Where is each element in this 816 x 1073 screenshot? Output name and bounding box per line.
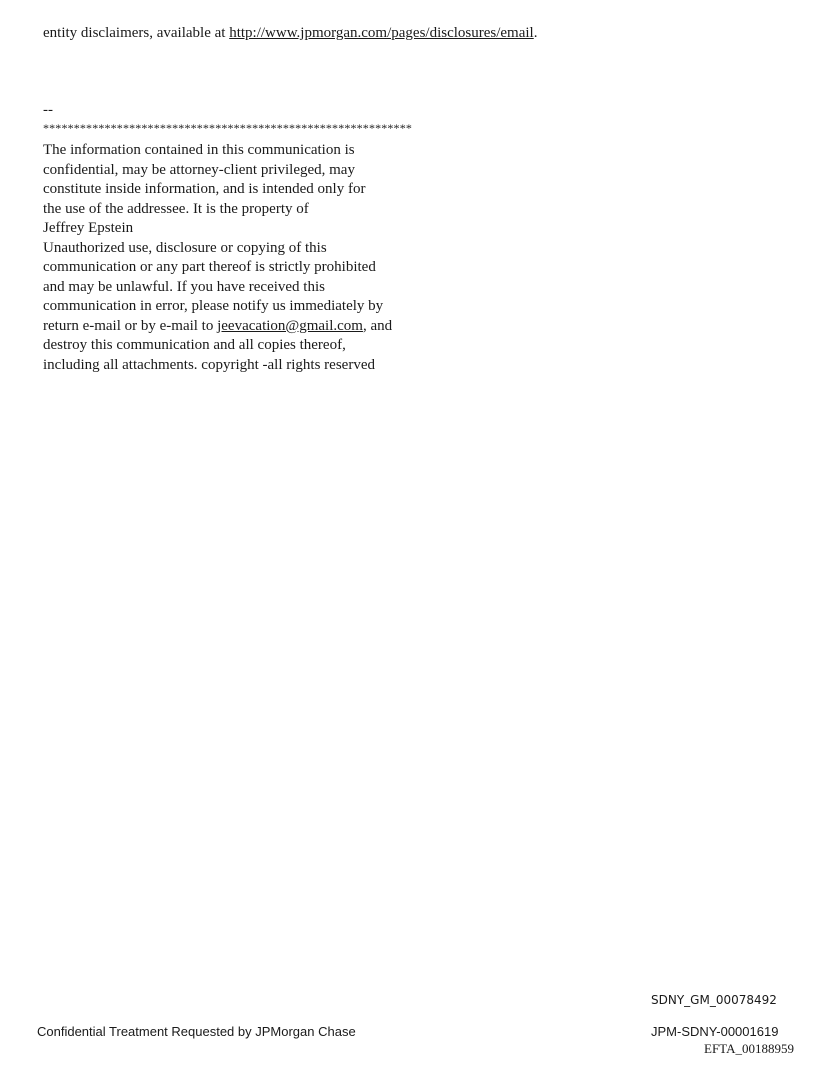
notice-line: and may be unlawful. If you have received this — [43, 278, 325, 295]
disclaimer-reference-line — [43, 24, 537, 44]
signature-separator: -- — [43, 102, 53, 118]
notice-line: communication or any part thereof is strictly prohibited — [43, 259, 376, 275]
notice-line: constitute inside information, and is intended only for — [43, 181, 366, 197]
email-line-prefix: return e-mail or by e-mail to — [43, 317, 218, 334]
bates-number-efta: EFTA_00188959 — [704, 1041, 794, 1056]
bates-number-jpm: JPM-SDNY-00001619 — [651, 1024, 779, 1039]
notice-line: The information contained in this communication is — [43, 142, 355, 158]
notice-line: Unauthorized use, disclosure or copying of this — [43, 239, 327, 256]
reference-text: entity disclaimers, available at — [43, 25, 230, 41]
notice-line: Jeffrey Epstein — [43, 220, 134, 236]
reference-period: . — [533, 25, 538, 41]
notice-email-line — [43, 317, 423, 337]
bates-number-sdny: SDNY_GM_00078492 — [651, 993, 777, 1007]
confidentiality-notice — [43, 141, 423, 375]
asterisk-divider: ************************************************************ — [43, 121, 412, 135]
notice-line: destroy this communication and all copies thereof, — [43, 337, 346, 353]
notice-line: including all attachments. copyright -all rights reserved — [43, 356, 375, 373]
disclosures-link[interactable]: http://www.jpmorgan.com/pages/disclosures/email — [229, 25, 534, 41]
notice-line: confidential, may be attorney-client privileged, may — [43, 161, 355, 178]
contact-email-link[interactable]: jeevacation@gmail.com — [217, 317, 363, 334]
confidential-treatment-footer: Confidential Treatment Requested by JPMorgan Chase — [37, 1024, 356, 1039]
email-line-suffix: , and — [362, 317, 393, 334]
notice-line: the use of the addressee. It is the property of — [43, 200, 309, 217]
notice-line: communication in error, please notify us immediately by — [43, 298, 384, 314]
